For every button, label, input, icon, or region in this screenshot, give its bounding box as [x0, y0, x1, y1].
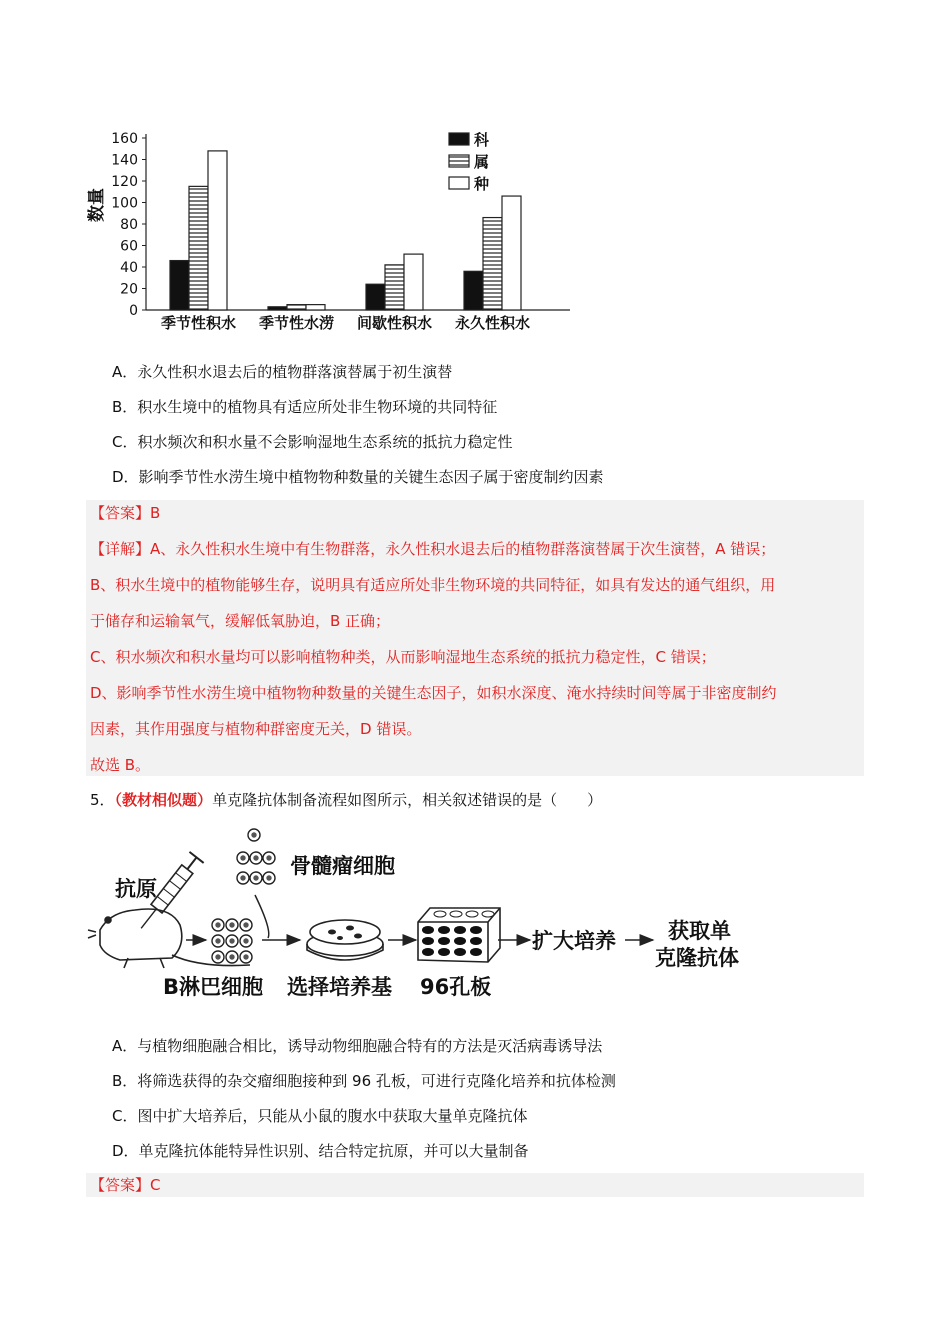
b-lymphocytes [212, 919, 252, 963]
well [450, 911, 462, 917]
question-number: 5． [90, 791, 115, 809]
bar [170, 261, 189, 310]
b-cell [212, 919, 224, 931]
b-cell [212, 935, 224, 947]
q4-answer [90, 503, 160, 523]
y-tick-label: 60 [120, 238, 138, 255]
q4-detail-line: 因素，其作用强度与植物种群密度无关，D 错误。 [90, 720, 422, 738]
myeloma-cell [263, 872, 275, 884]
x-tick-label: 季节性积水 [160, 314, 237, 332]
q4-option-b: B．积水生境中的植物具有适应所处非生物环境的共同特征 [112, 398, 498, 416]
b-cell [226, 951, 238, 963]
well [466, 911, 478, 917]
expand-label: 扩大培养 [532, 929, 616, 953]
q5-option-c: C．图中扩大培养后，只能从小鼠的腹水中获取大量单克隆抗体 [112, 1107, 528, 1125]
legend-label: 科 [474, 131, 490, 149]
y-tick-label: 80 [120, 217, 138, 233]
question-tag: （教材相似题） [114, 791, 213, 809]
q4-detail-line: D、影响季节性水涝生境中植物物种数量的关键生态因子，如积水深度、淹水持续时间等属于非密度制约 [90, 684, 777, 702]
q4-option-a: A．永久性积水退去后的植物群落演替属于初生演替 [112, 363, 453, 381]
arrow-curve [255, 895, 269, 938]
myeloma-cell [248, 829, 260, 841]
q4-option-d: D．影响季节性水涝生境中植物物种数量的关键生态因子属于密度制约因素 [112, 468, 604, 486]
well [438, 948, 450, 956]
q4-option-c: C．积水频次和积水量不会影响湿地生态系统的抵抗力稳定性 [112, 433, 513, 451]
b-cell [226, 935, 238, 947]
bar [366, 284, 385, 310]
y-tick-label: 120 [111, 174, 138, 190]
obtain-label-2: 克隆抗体 [655, 946, 739, 970]
well [422, 926, 434, 934]
answer-value: C [150, 1176, 161, 1194]
antibody-process-diagram [0, 820, 950, 1010]
well [454, 926, 466, 934]
b-cell [240, 951, 252, 963]
bar [189, 186, 208, 310]
plate-label: 96孔板 [420, 975, 492, 999]
legend-label: 属 [474, 153, 490, 171]
bar [268, 307, 287, 310]
x-tick-label: 永久性积水 [454, 314, 531, 332]
well [438, 926, 450, 934]
y-tick-label: 40 [120, 260, 138, 276]
bar-chart [0, 0, 950, 345]
legend-swatch [449, 133, 469, 145]
well [470, 948, 482, 956]
b-cell [212, 951, 224, 963]
myeloma-label: 骨髓瘤细胞 [290, 854, 395, 878]
y-tick-label: 160 [111, 131, 138, 147]
well-plate-icon [418, 908, 500, 962]
bar [464, 271, 483, 310]
bar [208, 151, 227, 310]
q5-option-d: D．单克隆抗体能特异性识别、结合特定抗原，并可以大量制备 [112, 1142, 529, 1160]
answer-label: 【答案】 [90, 504, 151, 522]
legend-swatch [449, 155, 469, 167]
well [422, 937, 434, 945]
q4-detail-line: C、积水频次和积水量均可以影响植物种类，从而影响湿地生态系统的抵抗力稳定性，C 错误； [90, 648, 716, 666]
answer-label: 【答案】 [90, 1176, 151, 1194]
myeloma-cell [250, 872, 262, 884]
q4-detail-line: 【详解】A、永久性积水生境中有生物群落，永久性积水退去后的植物群落演替属于次生演替，A 错误； [90, 540, 776, 558]
well [470, 937, 482, 945]
q4-detail-line: 于储存和运输氧气，缓解低氧胁迫，B 正确； [90, 612, 391, 630]
bar [483, 218, 502, 310]
y-tick-label: 140 [111, 152, 138, 169]
x-tick-label: 季节性水涝 [258, 314, 335, 332]
well [470, 926, 482, 934]
b-cell-label: B淋巴细胞 [163, 975, 264, 999]
bar [385, 265, 404, 310]
obtain-label-1: 获取单 [668, 919, 731, 943]
bar [306, 305, 325, 310]
q4-detail-line: B、积水生境中的植物能够生存，说明具有适应所处非生物环境的共同特征，如具有发达的通气组织，用 [90, 576, 776, 594]
q5-stem [90, 790, 602, 810]
bar [404, 254, 423, 310]
b-cell [226, 919, 238, 931]
myeloma-cells [237, 829, 275, 884]
q5-answer [90, 1175, 161, 1195]
myeloma-cell [237, 852, 249, 864]
well [482, 911, 494, 917]
medium-label: 选择培养基 [287, 975, 392, 999]
well [438, 937, 450, 945]
legend-label: 种 [474, 175, 490, 193]
y-tick-label: 0 [129, 303, 138, 319]
myeloma-cell [263, 852, 275, 864]
legend-swatch [449, 177, 469, 189]
x-tick-label: 间歇性积水 [356, 314, 433, 332]
q5-option-b: B．将筛选获得的杂交瘤细胞接种到 96 孔板，可进行克隆化培养和抗体检测 [112, 1072, 616, 1090]
bar [502, 196, 521, 310]
bar [287, 305, 306, 310]
b-cell [240, 935, 252, 947]
well [454, 948, 466, 956]
y-tick-label: 100 [111, 195, 138, 212]
q4-detail-line: 故选 B。 [90, 756, 151, 774]
well [434, 911, 446, 917]
myeloma-cell [237, 872, 249, 884]
well [422, 948, 434, 956]
y-tick-label: 20 [120, 281, 138, 298]
b-cell [240, 919, 252, 931]
q5-answer-block [86, 1173, 864, 1197]
petri-dish-icon [307, 920, 383, 960]
well [454, 937, 466, 945]
q5-option-a: A．与植物细胞融合相比，诱导动物细胞融合特有的方法是灭活病毒诱导法 [112, 1037, 603, 1055]
answer-value: B [150, 504, 161, 522]
question-text: 单克隆抗体制备流程如图所示，相关叙述错误的是（ ） [212, 791, 603, 809]
y-axis-label: 数量 [87, 188, 107, 222]
antigen-label: 抗原 [115, 877, 157, 901]
myeloma-cell [250, 852, 262, 864]
